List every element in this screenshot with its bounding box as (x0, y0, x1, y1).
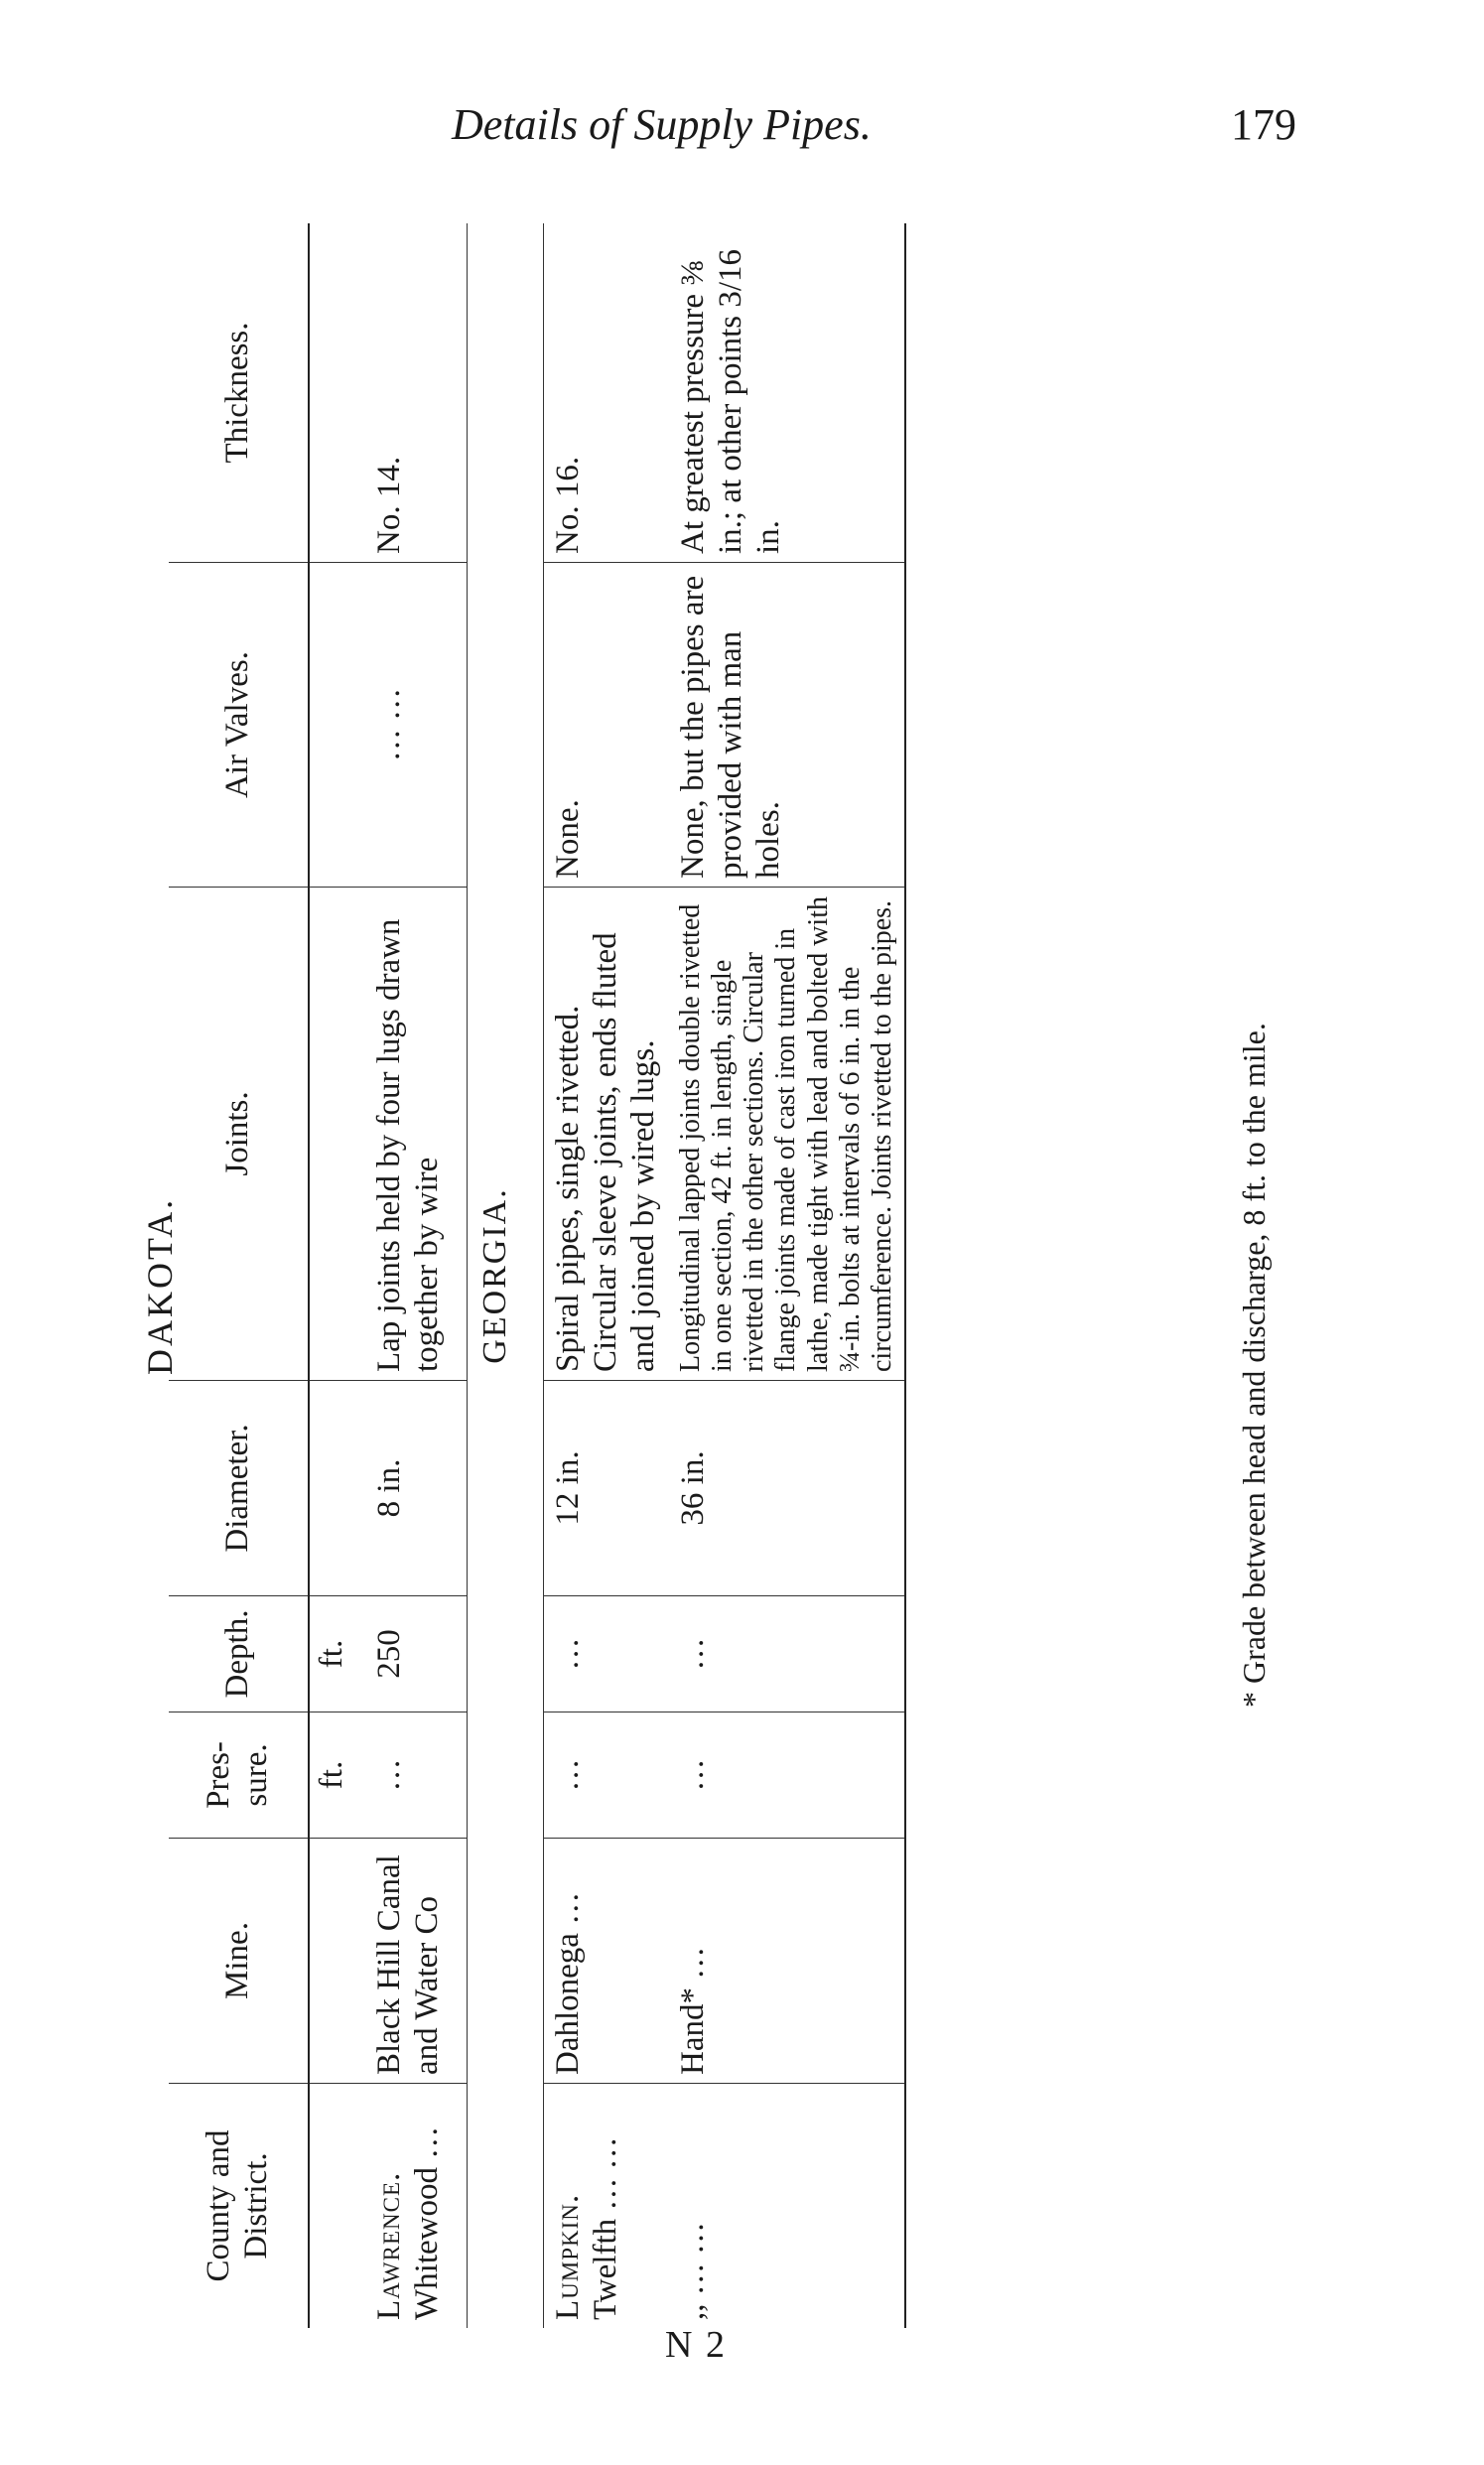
joints-cell: Lap joints held by four lugs drawn together by wire (365, 888, 468, 1381)
col-header-pressure: Pres-sure. (169, 1712, 309, 1839)
thickness-cell: No. 14. (365, 223, 468, 563)
pressure-cell: … (544, 1712, 669, 1839)
unit-cell (309, 563, 365, 888)
rotated-table-wrapper (169, 223, 1211, 2328)
county-cell (669, 2084, 905, 2329)
unit-cell: ft. (309, 1712, 365, 1839)
diameter-cell: 12 in. (544, 1381, 669, 1596)
unit-cell (309, 888, 365, 1381)
section-title-georgia: GEORGIA. (468, 223, 544, 2328)
pressure-cell: … (669, 1712, 905, 1839)
thickness-cell: No. 16. (544, 223, 669, 563)
table-row (669, 223, 905, 2328)
depth-cell: … (669, 1596, 905, 1712)
col-header-joints: Joints. (169, 888, 309, 1381)
col-header-diameter: Diameter. (169, 1381, 309, 1596)
diameter-cell: 8 in. (365, 1381, 468, 1596)
col-header-depth: Depth. (169, 1596, 309, 1712)
col-header-thickness: Thickness. (169, 223, 309, 563)
col-header-mine: Mine. (169, 1839, 309, 2084)
signature-mark: N 2 (665, 2324, 727, 2366)
unit-cell (309, 223, 365, 563)
county-name: Lumpkin. (550, 2193, 586, 2320)
depth-cell: … (544, 1596, 669, 1712)
running-header-title: Details of Supply Pipes. (452, 100, 872, 149)
district-name: Twelfth … … (587, 2136, 623, 2320)
county-name: Lawrence. (371, 2171, 407, 2320)
unit-cell (309, 2084, 365, 2329)
page-number: 179 (1231, 100, 1296, 149)
section-row-georgia (468, 223, 544, 2328)
unit-cell (309, 1839, 365, 2084)
mine-cell: Hand* … (669, 1839, 905, 2084)
depth-cell: 250 (365, 1596, 468, 1712)
section-title-dakota: DAKOTA. (140, 1196, 180, 1375)
units-row (309, 223, 365, 2328)
col-header-air-valves: Air Valves. (169, 563, 309, 888)
table-row (544, 223, 669, 2328)
unit-cell (309, 1381, 365, 1596)
county-cell (544, 2084, 669, 2329)
mine-cell: Dahlonega … (544, 1839, 669, 2084)
table-row (365, 223, 468, 2328)
diameter-cell: 36 in. (669, 1381, 905, 1596)
air-valves-cell: None, but the pipes are provided with man holes. (669, 563, 905, 888)
joints-cell: Longitudinal lapped joints double rivetted in one section, 42 ft. in length, single rivetted in the other sections. Circular flange joints made of cast iron turned in lathe, made tight with lead and bolted with ¾-in. bolts at intervals of 6 in. in the circumference. Joints rivetted to the pipes. (669, 888, 905, 1381)
unit-cell: ft. (309, 1596, 365, 1712)
thickness-cell: At greatest pressure ⅜ in.; at other points 3/16 in. (669, 223, 905, 563)
joints-cell: Spiral pipes, single rivetted. Circular sleeve joints, ends fluted and joined by wired lugs. (544, 888, 669, 1381)
footnote: * Grade between head and discharge, 8 ft. to the mile. (1236, 1023, 1272, 1708)
air-valves-cell: … … (365, 563, 468, 888)
table-header-row (169, 223, 309, 2328)
col-header-county: County and District. (169, 2084, 309, 2329)
county-cell (365, 2084, 468, 2329)
pressure-cell: … (365, 1712, 468, 1839)
mine-cell: Black Hill Canal and Water Co (365, 1839, 468, 2084)
supply-pipes-table (169, 223, 906, 2328)
air-valves-cell: None. (544, 563, 669, 888)
district-name: Whitewood … (408, 2125, 445, 2320)
district-name: ,, … … (674, 2222, 711, 2320)
